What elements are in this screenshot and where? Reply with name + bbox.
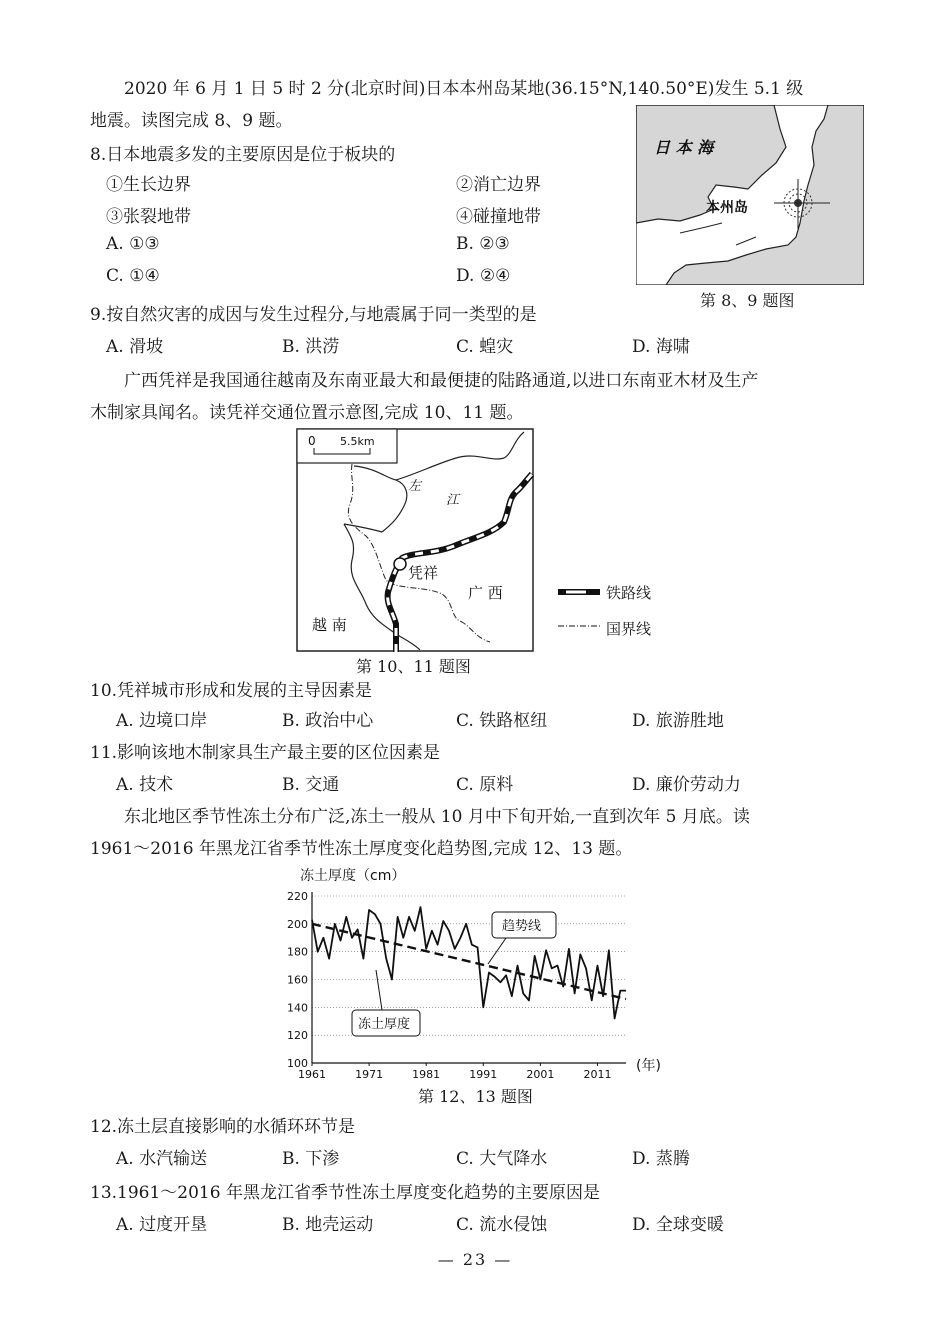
thickness-label: 冻土厚度 [358,1017,411,1032]
legend-border: 国界线 [606,620,652,638]
q10-option-d: D. 旅游胜地 [632,711,724,731]
y-tick-label: 220 [287,890,308,903]
q9-option-d: D. 海啸 [632,337,690,357]
y-tick-label: 140 [287,1001,308,1015]
q12-option-b: B. 下渗 [282,1149,340,1169]
q10-option-a: A. 边境口岸 [116,711,208,731]
q11-option-a: A. 技术 [116,775,174,795]
x-tick-label: 1971 [355,1068,384,1081]
q13-option-a: A. 过度开垦 [116,1215,208,1235]
q13-option-b: B. 地壳运动 [282,1215,374,1235]
x-tick-label: 1961 [298,1068,326,1081]
sea-label: 日 本 海 [654,138,714,157]
y-tick-label: 180 [287,945,308,959]
x-tick-label: 1981 [412,1068,441,1081]
japan-map [636,105,864,285]
intro-japan-line2: 地震。读图完成 8、9 题。 [90,111,293,131]
q11-option-d: D. 廉价劳动力 [632,775,741,795]
region-guangxi: 广 西 [468,584,503,602]
pingxiang-map-caption: 第 10、11 题图 [356,657,471,676]
page-number: — 23 — [437,1250,513,1269]
scale-zero: 0 [308,434,316,448]
scale-text: 5.5km [340,435,375,448]
intro-pingxiang-line1: 广西凭祥是我国通往越南及东南亚最大和最便捷的陆路通道,以进口东南亚木材及生产 [124,371,759,391]
q13-option-d: D. 全球变暖 [632,1215,724,1235]
island-label: 本州岛 [706,200,748,216]
chart-xlabel: (年) [636,1058,661,1074]
pingxiang-legend-symbols [556,582,602,638]
q13-option-c: C. 流水侵蚀 [456,1215,548,1235]
y-tick-label: 160 [287,973,308,987]
q10-option-c: C. 铁路枢纽 [456,711,548,731]
intro-japan-line1: 2020 年 6 月 1 日 5 时 2 分(北京时间)日本本州岛某地(36.15°N,140.50°E)发生 5.1 级 [124,79,804,99]
chart-y-ticks [287,890,308,1070]
x-tick-label: 2001 [526,1068,555,1081]
thickness-annotation [352,970,420,1036]
intro-pingxiang-line2: 木制家具闻名。读凭祥交通位置示意图,完成 10、11 题。 [90,403,524,423]
q9-option-c: C. 蝗灾 [456,337,514,357]
intro-frost-line2: 1961～2016 年黑龙江省季节性冻土厚度变化趋势图,完成 12、13 题。 [90,839,633,859]
q8-item-1: ①生长边界 [106,175,191,195]
q8-item-2: ②消亡边界 [456,175,541,195]
chart-x-ticks [298,1063,611,1081]
q12-option-d: D. 蒸腾 [632,1149,690,1169]
trend-label: 趋势线 [502,919,542,934]
q10-option-b: B. 政治中心 [282,711,374,731]
river-char-2: 江 [446,493,460,508]
q9-option-b: B. 洪涝 [282,337,340,357]
y-tick-label: 120 [287,1029,308,1043]
q11-option-c: C. 原料 [456,775,514,795]
q12-stem: 12.冻土层直接影响的水循环环节是 [90,1117,356,1137]
japan-map-caption: 第 8、9 题图 [700,291,795,310]
city-marker [394,558,406,570]
x-tick-label: 2011 [583,1068,612,1081]
q8-stem: 8.日本地震多发的主要原因是位于板块的 [90,145,396,165]
y-tick-label: 200 [287,917,308,931]
frost-chart [276,860,676,1082]
q8-option-d: D. ②④ [456,266,511,286]
x-tick-label: 1991 [469,1068,498,1081]
y-tick-label: 100 [287,1057,308,1070]
region-vietnam: 越 南 [312,616,347,634]
q10-stem: 10.凭祥城市形成和发展的主导因素是 [90,681,373,701]
frost-chart-caption: 第 12、13 题图 [418,1087,533,1106]
legend-railway: 铁路线 [606,584,652,602]
city-label: 凭祥 [408,564,439,582]
q9-option-a: A. 滑坡 [106,337,164,357]
chart-ylabel: 冻土厚度（cm） [300,868,406,884]
q11-stem: 11.影响该地木制家具生产最主要的区位因素是 [90,743,441,763]
q12-option-a: A. 水汽输送 [116,1149,208,1169]
q12-option-c: C. 大气降水 [456,1149,548,1169]
q8-item-4: ④碰撞地带 [456,207,541,227]
q8-option-b: B. ②③ [456,234,510,254]
pingxiang-map [296,428,534,652]
river-char-1: 左 [408,479,422,494]
q13-stem: 13.1961～2016 年黑龙江省季节性冻土厚度变化趋势的主要原因是 [90,1183,600,1203]
q8-option-a: A. ①③ [106,234,160,254]
q8-option-c: C. ①④ [106,266,160,286]
q8-item-3: ③张裂地带 [106,207,191,227]
q11-option-b: B. 交通 [282,775,340,795]
q9-stem: 9.按自然灾害的成因与发生过程分,与地震属于同一类型的是 [90,305,537,325]
intro-frost-line1: 东北地区季节性冻土分布广泛,冻土一般从 10 月中下旬开始,一直到次年 5 月底。读 [124,807,750,827]
